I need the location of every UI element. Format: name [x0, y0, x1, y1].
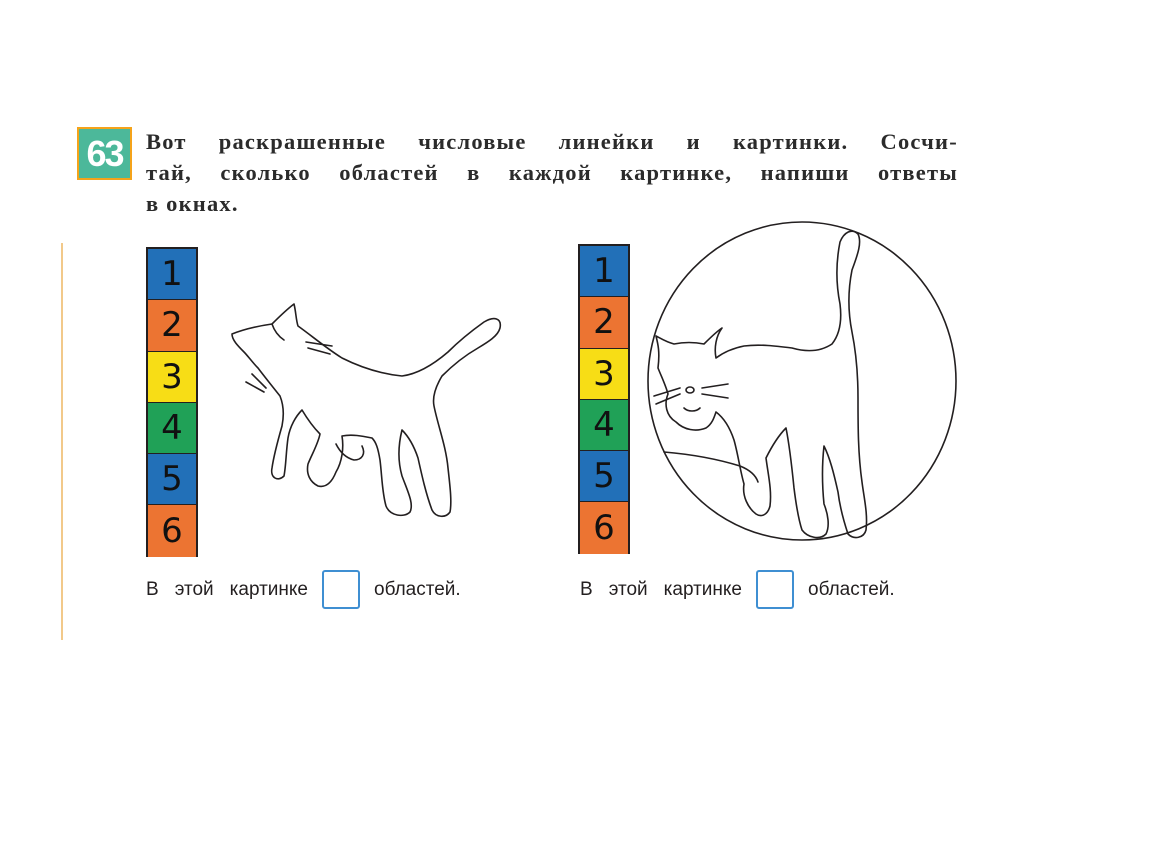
number-ruler-2	[578, 244, 630, 554]
word: и	[686, 129, 701, 154]
word: линейки	[558, 129, 655, 154]
ruler-cell-6: 6	[580, 502, 628, 553]
cat-in-circle-icon	[644, 218, 960, 544]
caption-word: этой	[174, 578, 214, 600]
task-instruction	[146, 126, 958, 219]
caption-suffix: областей.	[374, 578, 461, 600]
word: картинки.	[732, 129, 849, 154]
ruler-cell-2: 2	[148, 300, 196, 351]
caption-word: картинке	[229, 578, 308, 600]
task-number-badge	[77, 127, 132, 180]
task-line-2	[146, 157, 958, 188]
answer-caption-1	[146, 567, 461, 612]
ruler-cell-1: 1	[148, 249, 196, 300]
task-line-1	[146, 126, 958, 157]
task-number: 63	[86, 132, 123, 174]
caption-word: В	[146, 578, 159, 600]
word: картинке,	[620, 160, 733, 185]
ruler-cell-3: 3	[580, 349, 628, 400]
ruler-cell-2: 2	[580, 297, 628, 348]
answer-caption-2	[580, 567, 895, 612]
ruler-cell-3: 3	[148, 352, 196, 403]
page-margin-line	[61, 243, 63, 640]
word: областей	[339, 160, 439, 185]
task-line-3: в окнах.	[146, 191, 239, 216]
answer-box-1[interactable]	[322, 570, 360, 609]
caption-word: картинке	[663, 578, 742, 600]
word: ответы	[878, 160, 958, 185]
caption-suffix: областей.	[808, 578, 895, 600]
word: Вот	[146, 129, 187, 154]
word: числовые	[418, 129, 527, 154]
word: Сосчи-	[880, 129, 958, 154]
ruler-cell-1: 1	[580, 246, 628, 297]
word: напиши	[760, 160, 850, 185]
ruler-cell-4: 4	[580, 400, 628, 451]
word: тай,	[146, 160, 192, 185]
cat-walking-icon	[222, 296, 507, 522]
answer-box-2[interactable]	[756, 570, 794, 609]
ruler-cell-4: 4	[148, 403, 196, 454]
word: каждой	[508, 160, 592, 185]
caption-word: этой	[608, 578, 648, 600]
word: в	[467, 160, 481, 185]
word: сколько	[220, 160, 311, 185]
number-ruler-1	[146, 247, 198, 557]
ruler-cell-6: 6	[148, 505, 196, 556]
ruler-cell-5: 5	[580, 451, 628, 502]
ruler-cell-5: 5	[148, 454, 196, 505]
word: раскрашенные	[218, 129, 387, 154]
caption-word: В	[580, 578, 593, 600]
